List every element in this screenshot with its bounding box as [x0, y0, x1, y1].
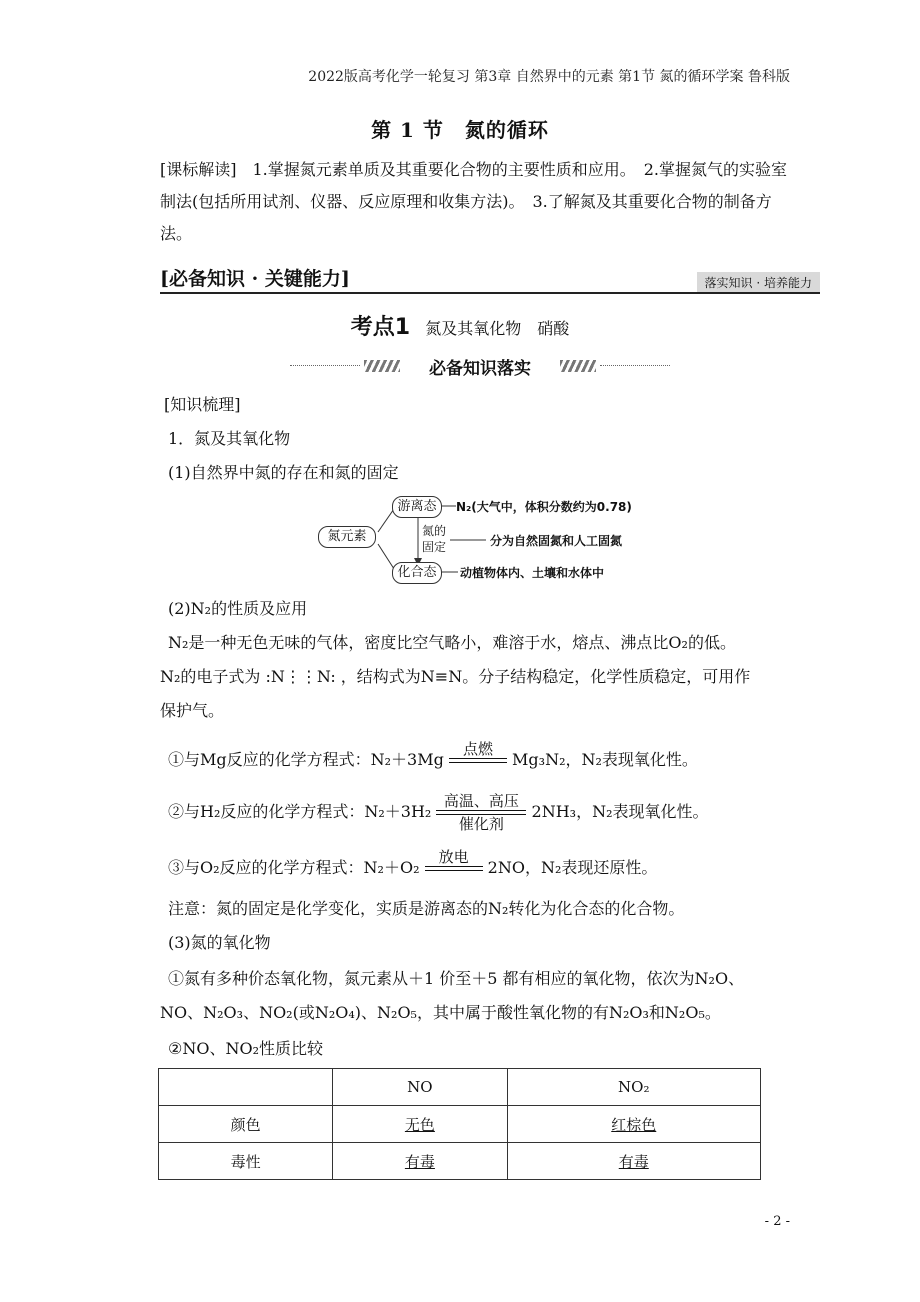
- reaction-o2-cond-text: 放电: [438, 848, 469, 866]
- kaodian-number: 考点1: [350, 315, 411, 340]
- reaction-mg-lead: ①与Mg反应的化学方程式：N₂＋3Mg: [168, 750, 444, 769]
- page-header: 2022版高考化学一轮复习 第3章 自然界中的元素 第1节 氮的循环学案 鲁科版: [308, 69, 790, 85]
- table-header-row: [159, 1069, 761, 1106]
- comparison-table: [158, 1068, 761, 1180]
- section-tag: 落实知识 · 培养能力: [697, 272, 820, 293]
- page-number: - 2 -: [764, 1214, 790, 1229]
- banner: [290, 356, 670, 379]
- n2-para-a: N₂是一种无色无味的气体，密度比空气略小，难溶于水，熔点、沸点比O₂的低。: [168, 633, 736, 652]
- table-header-cell: NO₂: [507, 1069, 760, 1106]
- reaction-o2-tail: 2NO，N₂表现还原性。: [487, 858, 658, 877]
- table-row: [159, 1106, 761, 1143]
- table-cell: 颜色: [159, 1106, 333, 1143]
- box-combined-state: 化合态: [392, 562, 442, 584]
- table-header-cell: [159, 1069, 333, 1106]
- banner-dots-right: [600, 365, 670, 366]
- reaction-h2-condition: [436, 792, 526, 833]
- heading-1: 1．氮及其氧化物: [168, 429, 291, 448]
- section-rule: [160, 292, 820, 294]
- oxides-line-c: ②NO、NO₂性质比较: [168, 1039, 323, 1058]
- reaction-h2: [168, 792, 709, 833]
- reaction-mg-cond-text: 点燃: [462, 740, 493, 758]
- n2-para-b: N₂的电子式为 :N⋮⋮N: ，结构式为N≡N。分子结构稳定，化学性质稳定，可用作: [160, 667, 751, 686]
- heading-1-2: (2)N₂的性质及应用: [168, 599, 308, 618]
- box-free-state: 游离态: [392, 496, 442, 518]
- reaction-o2: [168, 848, 657, 889]
- banner-hatch-right: [560, 360, 596, 372]
- table-cell: 红棕色: [507, 1106, 760, 1143]
- knowledge-label: [知识梳理]: [164, 395, 241, 414]
- table-row: [159, 1143, 761, 1180]
- oxides-line-a: ①氮有多种价态氧化物，氮元素从＋1 价至＋5 都有相应的氧化物，依次为N₂O、: [168, 969, 745, 988]
- table-header-cell: NO: [333, 1069, 507, 1106]
- fix-desc: 分为自然固氮和人工固氮: [490, 534, 623, 548]
- nitrogen-diagram: [316, 492, 656, 592]
- section-title: [必备知识 · 关键能力]: [160, 268, 350, 290]
- table-cell: 毒性: [159, 1143, 333, 1180]
- combined-desc: 动植物体内、土壤和水体中: [460, 566, 605, 580]
- note-line: 注意：氮的固定是化学变化，实质是游离态的N₂转化为化合态的化合物。: [168, 899, 685, 918]
- fix-label-1: 氮的: [422, 524, 447, 538]
- reaction-o2-condition: [425, 848, 483, 889]
- table-cell: 有毒: [507, 1143, 760, 1180]
- banner-text: 必备知识落实: [429, 359, 531, 379]
- table-cell: 有毒: [333, 1143, 507, 1180]
- reaction-mg: [168, 740, 698, 781]
- reaction-mg-condition: [449, 740, 507, 781]
- section-bar: [160, 262, 820, 294]
- reaction-h2-cond-top: 高温、高压: [443, 792, 519, 810]
- kaodian-subtitle: 氮及其氧化物 硝酸: [425, 319, 570, 338]
- n2-para-c: 保护气。: [160, 701, 225, 720]
- table-cell: 无色: [333, 1106, 507, 1143]
- reaction-mg-tail: Mg₃N₂，N₂表现氧化性。: [512, 750, 698, 769]
- heading-1-3: (3)氮的氧化物: [168, 933, 271, 952]
- reaction-h2-lead: ②与H₂反应的化学方程式：N₂＋3H₂: [168, 802, 432, 821]
- reaction-h2-cond-bot: 催化剂: [458, 815, 504, 833]
- heading-1-1: (1)自然界中氮的存在和氮的固定: [168, 463, 399, 482]
- page-title: 第 1 节 氮的循环: [371, 118, 549, 142]
- free-desc: N₂(大气中，体积分数约为0.78): [456, 500, 632, 514]
- box-element: 氮元素: [318, 526, 376, 548]
- reaction-o2-lead: ③与O₂反应的化学方程式：N₂＋O₂: [168, 858, 420, 877]
- oxides-line-b: NO、N₂O₃、NO₂(或N₂O₄)、N₂O₅，其中属于酸性氧化物的有N₂O₃和N₂O₅。: [160, 1003, 721, 1022]
- reaction-h2-tail: 2NH₃，N₂表现氧化性。: [531, 802, 709, 821]
- intro-paragraph: [课标解读] 1.掌握氮元素单质及其重要化合物的主要性质和应用。 2.掌握氮气的实验室制法(包括所用试剂、仪器、反应原理和收集方法)。 3.了解氮及其重要化合物的制备方法。: [160, 160, 788, 243]
- fix-label-2: 固定: [422, 540, 447, 554]
- kaodian-heading: [0, 310, 920, 341]
